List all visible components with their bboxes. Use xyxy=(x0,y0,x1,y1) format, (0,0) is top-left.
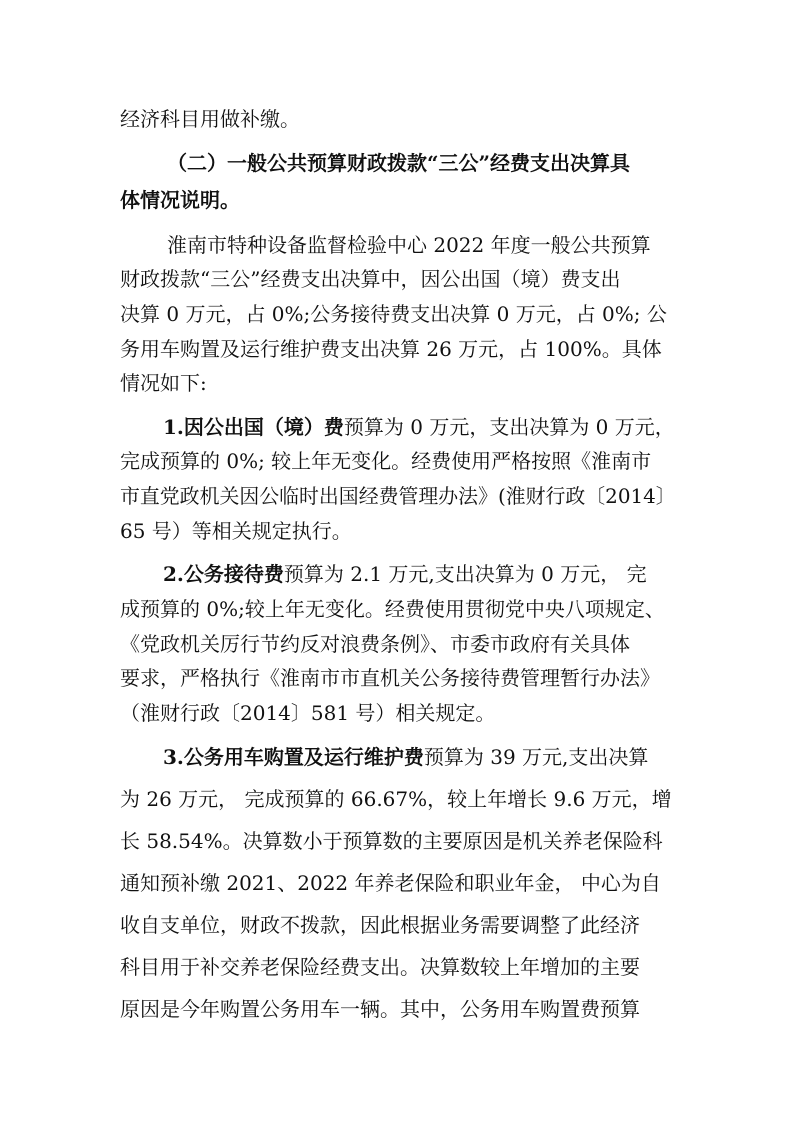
text-line: 长 58.54%。决算数小于预算数的主要原因是机关养老保险科 xyxy=(120,829,663,853)
text-line: 完成预算的 0%; 较上年无变化。经费使用严格按照《淮南市 xyxy=(120,449,652,473)
text-line: 通知预补缴 2021、2022 年养老保险和职业年金， 中心为自 xyxy=(120,871,661,895)
text-line: 科目用于补交养老保险经费支出。决算数较上年增加的主要 xyxy=(120,955,640,979)
text-line: 原因是今年购置公务用车一辆。其中，公务用车购置费预算 xyxy=(120,997,640,1021)
text-line: （淮财行政〔2014〕581 号）相关规定。 xyxy=(120,701,496,725)
text-line: 要求，严格执行《淮南市市直机关公务接待费管理暂行办法》 xyxy=(120,666,660,690)
text-line: 务用车购置及运行维护费支出决算 26 万元，占 100%。具体 xyxy=(120,337,662,361)
text-line: 经济科目用做补缴。 xyxy=(120,107,300,131)
text-line: 为 26 万元， 完成预算的 66.67%，较上年增长 9.6 万元，增 xyxy=(120,787,672,811)
section-heading-cont: 体情况说明。 xyxy=(120,188,240,212)
item-heading: 3.公务用车购置及运行维护费 xyxy=(163,745,424,769)
item-heading: 1.因公出国（境）费 xyxy=(163,415,344,439)
text-line: 65 号）等相关规定执行。 xyxy=(120,519,352,543)
text-line: 情况如下: xyxy=(120,371,207,395)
item-heading: 2.公务接待费 xyxy=(163,562,284,586)
item-line: 1.因公出国（境）费预算为 0 万元，支出决算为 0 万元， xyxy=(163,415,675,439)
item-line: 3.公务用车购置及运行维护费预算为 39 万元,支出决算 xyxy=(163,745,649,769)
text-line: 市直党政机关因公临时出国经费管理办法》(淮财行政〔2014〕 xyxy=(120,484,676,508)
text-line: 成预算的 0%;较上年无变化。经费使用贯彻党中央八项规定、 xyxy=(120,597,665,621)
section-heading: （二）一般公共预算财政拨款“三公”经费支出决算具 xyxy=(167,151,631,175)
text-line: 淮南市特种设备监督检验中心 2022 年度一般公共预算 xyxy=(167,233,651,257)
item-line: 2.公务接待费预算为 2.1 万元,支出决算为 0 万元， 完 xyxy=(163,562,647,586)
text-line: 决算 0 万元，占 0%;公务接待费支出决算 0 万元，占 0%; 公 xyxy=(120,302,667,326)
text-line: 收自支单位，财政不拨款，因此根据业务需要调整了此经济 xyxy=(120,913,640,937)
text-line: 财政拨款“三公”经费支出决算中，因公出国（境）费支出 xyxy=(120,267,621,291)
text-line: 《党政机关厉行节约反对浪费条例》、市委市政府有关具体 xyxy=(120,632,630,656)
